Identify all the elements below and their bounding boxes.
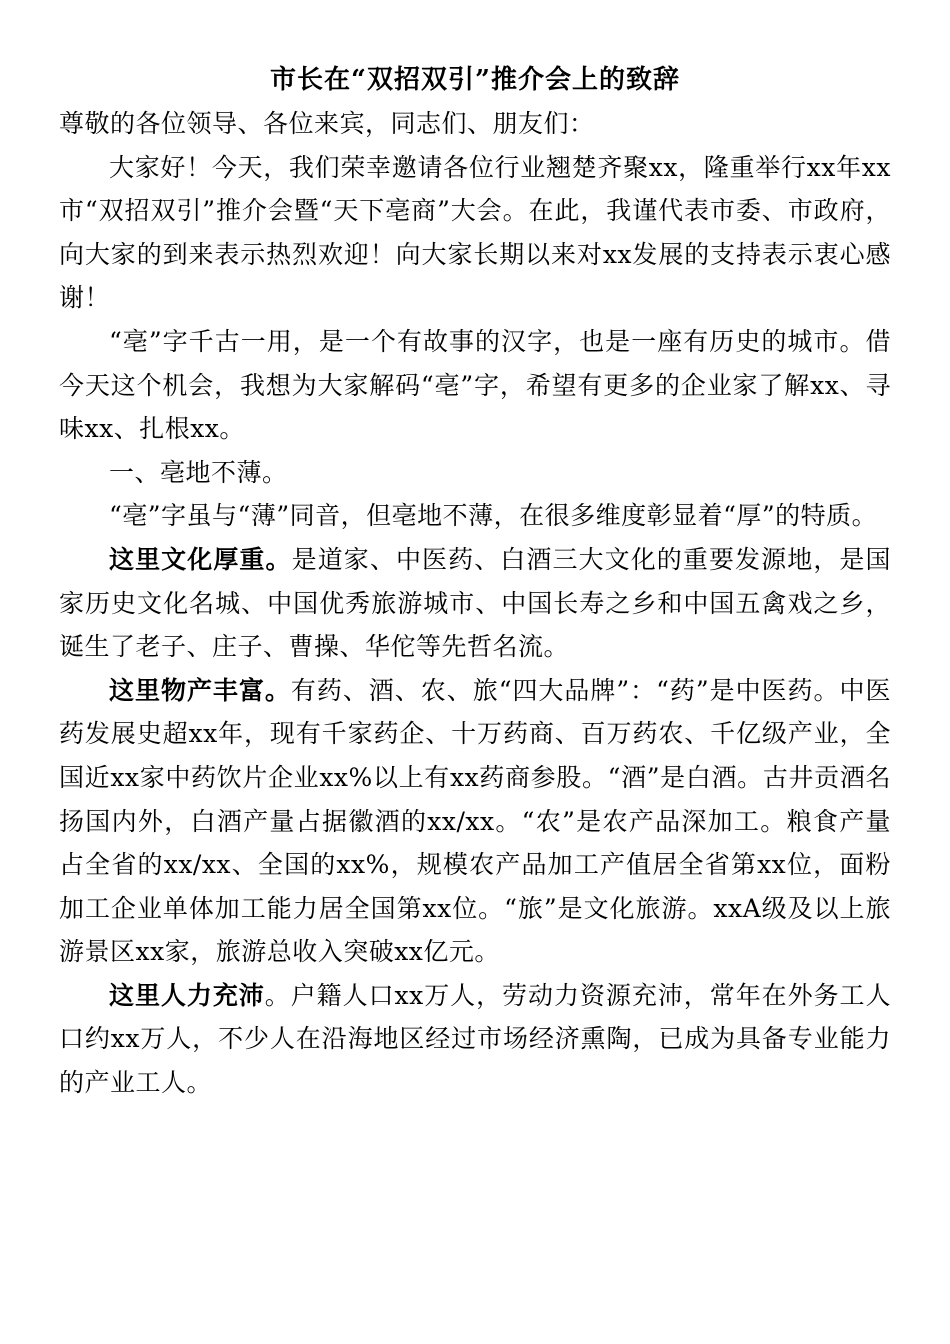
paragraph-culture-body: 是道家、中医药、白酒三大文化的重要发源地，是国家历史文化名城、中国优秀旅游城市、中国长寿之乡和中国五禽戏之乡，诞生了老子、庄子、曹操、华佗等先哲名流。 <box>59 544 891 662</box>
paragraph-products <box>59 669 891 974</box>
paragraph-culture-lead: 这里文化厚重。 <box>109 544 292 574</box>
paragraph-not-thin: “亳”字虽与“薄”同音，但亳地不薄，在很多维度彰显着“厚”的特质。 <box>109 501 878 531</box>
paragraph-products-body: 有药、酒、农、旅“四大品牌”：“药”是中医药。中医药发展史超xx年，现有千家药企、十万药商、百万药农、千亿级产业，全国近xx家中药饮片企业xx%以上有xx药商参股。“酒”是白酒。古井贡酒名扬国内外，白酒产量占据徽酒的xx/xx。“农”是农产品深加工。粮食产量占全省的xx/xx、全国的xx%，规模农产品加工产值居全省第xx位，面粉加工企业单体加工能力居全国第xx位。“旅”是文化旅游。xxA级及以上旅游景区xx家，旅游总收入突破xx亿元。 <box>59 675 891 967</box>
paragraph-decode-bo: “亳”字千古一用，是一个有故事的汉字，也是一座有历史的城市。借今天这个机会，我想为大家解码“亳”字，希望有更多的企业家了解xx、寻味xx、扎根xx。 <box>59 326 891 444</box>
paragraph-labor-lead: 这里人力充沛 <box>109 980 265 1010</box>
document-title: 市长在“双招双引”推介会上的致辞 <box>270 65 680 95</box>
paragraph-products-lead: 这里物产丰富。 <box>109 675 291 705</box>
document-page <box>59 62 891 1105</box>
paragraph-culture <box>59 538 891 669</box>
paragraph-labor <box>59 974 891 1105</box>
section-heading-1: 一、亳地不薄。 <box>109 457 288 487</box>
salutation: 尊敬的各位领导、各位来宾，同志们、朋友们： <box>59 109 595 138</box>
paragraph-welcome: 大家好！今天，我们荣幸邀请各位行业翘楚齐聚xx，隆重举行xx年xx市“双招双引”推介会暨“天下亳商”大会。在此，我谨代表市委、市政府，向大家的到来表示热烈欢迎！向大家长期以来对xx发展的支持表示衷心感谢！ <box>59 152 891 313</box>
paragraph-labor-body: 。户籍人口xx万人，劳动力资源充沛，常年在外务工人口约xx万人，不少人在沿海地区经过市场经济熏陶，已成为具备专业能力的产业工人。 <box>59 980 891 1098</box>
